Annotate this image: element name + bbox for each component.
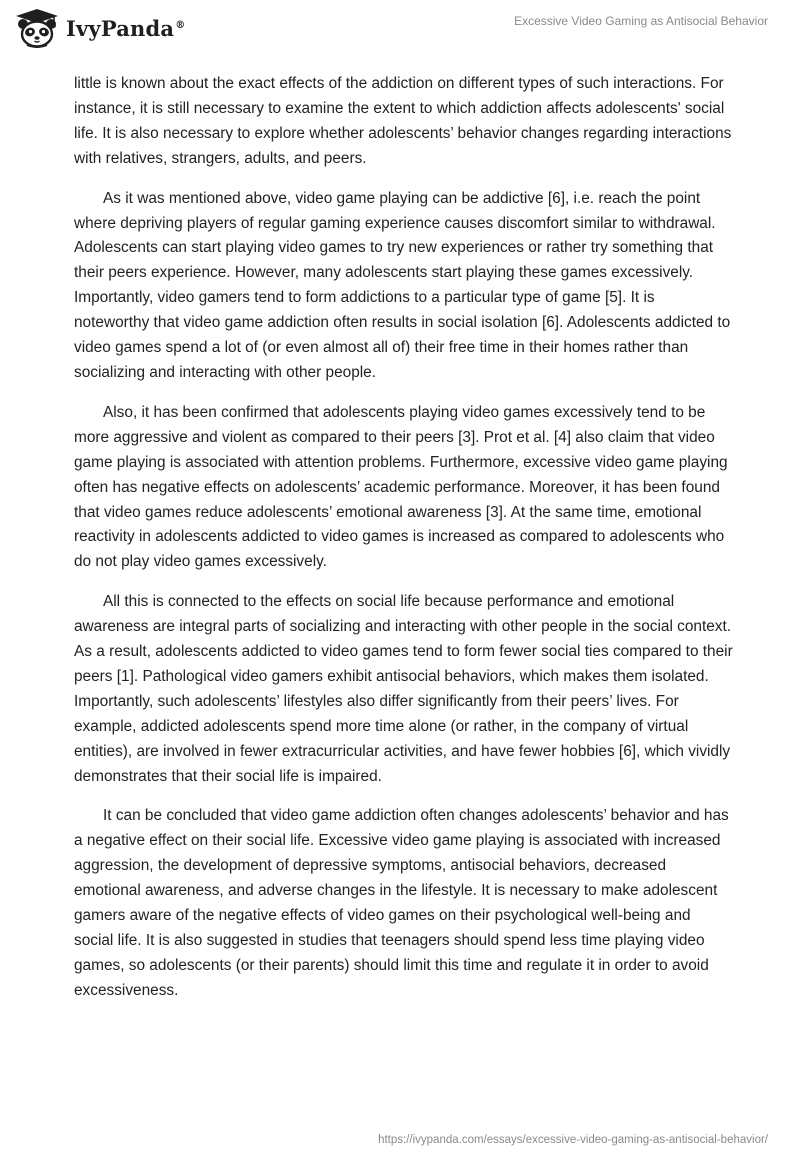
essay-body <box>74 72 734 1019</box>
paragraph: As it was mentioned above, video game playing can be addictive [6], i.e. reach the point where depriving players of regular gaming experience causes discomfort similar to withdrawal. Adolescents can start playing video games to try new experiences or rather try something that their peers experience. However, many adolescents start playing these games excessively. Importantly, video gamers tend to form addictions to a particular type of game [5]. It is noteworthy that video game addiction often results in social isolation [6]. Adolescents addicted to video games spend a lot of (or even almost all of) their free time in their homes rather than socializing and interacting with other people. <box>74 189 731 381</box>
brand-logo[interactable] <box>14 8 185 48</box>
paragraph: It can be concluded that video game addiction often changes adolescents’ behavior and has a negative effect on their social life. Excessive video game playing is associated with increased aggression, the development of depressive symptoms, antisocial behaviors, decreased emotional awareness, and adverse changes in the lifestyle. It is necessary to make adolescent gamers aware of the negative effects of video games on their psychological well-being and social life. It is also suggested in studies that teenagers should spend less time playing video games, so adolescents (or their parents) should limit this time and regulate it in order to avoid excessiveness. <box>74 807 729 999</box>
paragraph: Also, it has been confirmed that adolescents playing video games excessively tend to be more aggressive and violent as compared to their peers [3]. Prot et al. [4] also claim that video game playing is associated with attention problems. Furthermore, excessive video game playing often has negative effects on adolescents’ academic performance. Moreover, it has been found that video games reduce adolescents’ emotional awareness [3]. At the same time, emotional reactivity in adolescents addicted to video games is increased as compared to adolescents who do not play video games excessively. <box>74 403 728 571</box>
paragraph: All this is connected to the effects on social life because performance and emotional awareness are integral parts of socializing and interacting with other people in the social context. As a result, adolescents addicted to video games tend to form fewer social ties compared to their peers [1]. Pathological video gamers exhibit antisocial behaviors, which makes them isolated. Importantly, such adolescents’ lifestyles also differ significantly from their peers’ lives. For example, addicted adolescents spend more time alone (or rather, in the company of virtual entities), are involved in fewer extracurricular activities, and have fewer hobbies [6], which vividly demonstrates that their social life is impaired. <box>74 593 733 785</box>
registered-mark: ® <box>175 19 186 31</box>
brand-name: IvyPanda® <box>66 15 186 41</box>
source-url[interactable]: https://ivypanda.com/essays/excessive-video-gaming-as-antisocial-behavior/ <box>378 1134 768 1146</box>
document-title: Excessive Video Gaming as Antisocial Behavior <box>514 14 768 28</box>
panda-graduation-cap-icon <box>14 8 60 48</box>
paragraph: little is known about the exact effects of the addiction on different types of such interactions. For instance, it is still necessary to examine the extent to which addiction affects adolescents' social life. It is also necessary to explore whether adolescents’ behavior changes regarding interactions with relatives, strangers, adults, and peers. <box>74 75 732 167</box>
page-header <box>0 0 800 60</box>
